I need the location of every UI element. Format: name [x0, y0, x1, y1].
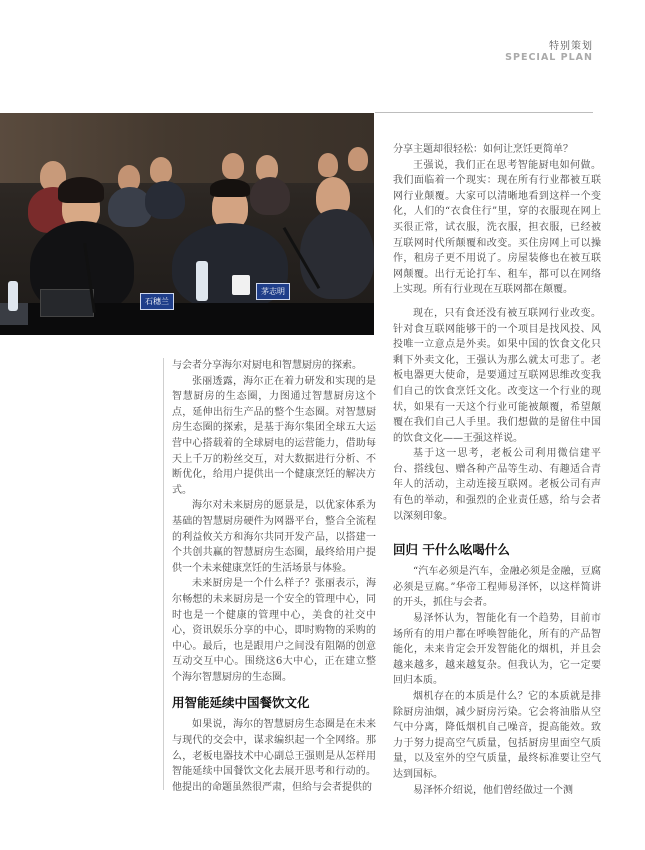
photo-monitor — [40, 289, 94, 317]
header-section-en: SPECIAL PLAN — [505, 52, 593, 63]
photo-person — [210, 179, 250, 197]
left-column — [172, 358, 376, 795]
photo-person — [348, 147, 368, 171]
section-heading: 用智能延续中国餐饮文化 — [172, 695, 310, 711]
photo-cup — [232, 275, 250, 295]
nameplate: 茅志明 — [256, 283, 290, 300]
body-paragraph: 基于这一思考，老板公司利用微信建平台、搭线包、赠各种产品等生动、有趣适合青年人的活动，主动连接互联网。老板公司有声有色的举动，和强烈的企业责任感，给与会者以深刻印象。 — [393, 448, 601, 522]
body-paragraph: 张丽透露，海尔正在着力研发和实现的是智慧厨房的生态圈，力图通过智慧厨房这个点，延伸出衍生产品的整个生态圈。对智慧厨房生态圈的探索，是基于海尔集团全球五大运营中心搭载着的全球厨电的运营能力，借助每天上千万的粉丝交互，对大数据进行分析、不断优化，给用户提供出一个健康烹饪的解决方式。 — [172, 375, 376, 496]
right-column — [393, 142, 601, 798]
photo-person — [145, 181, 185, 219]
body-paragraph: 未来厨房是一个什么样子？张丽表示，海尔畅想的未来厨房是一个安全的管理中心，同时也是一个健康的管理中心，美食的社交中心，资讯娱乐分享的中心，即时购物的采购的中心。最后，也是跟用户之间没有阻隔的创意互动交互中心。围绕这6大中心，正在建立整个海尔智慧厨房的生态圈。 — [172, 578, 376, 683]
body-paragraph: 现在，只有食还没有被互联网行业改变。针对食互联网能够干的一个项目是找风投、风投唯一立意点是外卖。如果中国的饮食文化只剩下外卖文化，王强认为那么就太可悲了。老板电器更大使命，是要通过互联网思维改变我们自己的饮食烹饪文化。改变这一个行业的现状，如果有一天这个行业可能被颠覆，希望颠覆在我们自己人手里。我们想做的是留住中国的饮食文化——王强这样说。 — [393, 307, 601, 444]
photo-bottle — [196, 261, 208, 301]
body-paragraph: 分享主题却很轻松：如何让烹饪更简单？ — [393, 144, 573, 155]
section-heading: 回归 干什么吆喝什么 — [393, 542, 510, 558]
body-paragraph: 王强说，我们正在思考智能厨电如何做。我们面临着一个现实：现在所有行业都被互联网行业颠覆。大家可以清晰地看到这样一个变化，人们的“衣食住行”里，穿的衣服现在网上买很正常，试衣服，洗衣服，担衣服，已经被互联网时代所颠覆和改变。买住房网上可以操作，租房子更不用说了。房屋装修也在被互联网颠覆。出行无论打车、租车，都可以在网络上实现。所有行业现在互联网都在颠覆。 — [393, 159, 601, 296]
body-paragraph: “汽车必须是汽车，金融必须是金融，豆腐必须是豆腐。”华帝工程师易泽怀，以这样简讲的开头，抓住与会者。 — [393, 566, 601, 609]
body-paragraph: 易泽怀认为，智能化有一个趋势，目前市场所有的用户都在呼唤智能化，所有的产品智能化，未来肯定会开发智能化的烟机，并且会越来越多，越来越复杂。但我认为，它一定要回归本质。 — [393, 613, 601, 687]
photo-person — [250, 177, 290, 215]
photo-person — [318, 153, 338, 177]
body-paragraph: 海尔对未来厨房的愿景是，以优家体系为基础的智慧厨房硬件为网器平台，整合全流程的利益攸关方和海尔共同开发产品，以搭建一个共创共赢的智慧厨房生态圈，最终给用户提供一个未来健康烹饪的生活场景与体验。 — [172, 500, 376, 574]
meeting-photo — [0, 113, 374, 335]
header-rule — [375, 112, 593, 113]
photo-person — [58, 177, 104, 203]
photo-bottle — [8, 281, 18, 311]
nameplate: 石穗兰 — [140, 293, 174, 310]
body-paragraph: 如果说，海尔的智慧厨房生态圈是在未来与现代的交会中，谋求编织起一个全网络。那么，老板电器技术中心副总王强则是从怎样用智能延续中国餐饮文化去展开思考和行动的。他提出的命题虽然很严肃，但给与会者提供的 — [172, 719, 376, 793]
column-divider — [163, 358, 164, 790]
photo-person — [150, 157, 172, 183]
body-paragraph: 与会者分享海尔对厨电和智慧厨房的探索。 — [172, 360, 362, 371]
photo-person — [300, 209, 374, 299]
body-paragraph: 易泽怀介绍说，他们曾经做过一个测 — [413, 784, 573, 796]
header-section-cn: 特别策划 — [549, 41, 593, 52]
photo-person — [222, 153, 244, 179]
body-paragraph: 烟机存在的本质是什么？它的本质就是排除厨房油烟，减少厨房污染。它会将油脂从空气中分离，降低烟机自己噪音，提高能效。致力于努力提高空气质量，包括厨房里面空气质量，以及室外的空气质量，最终标准要让空气达到国标。 — [393, 691, 601, 780]
